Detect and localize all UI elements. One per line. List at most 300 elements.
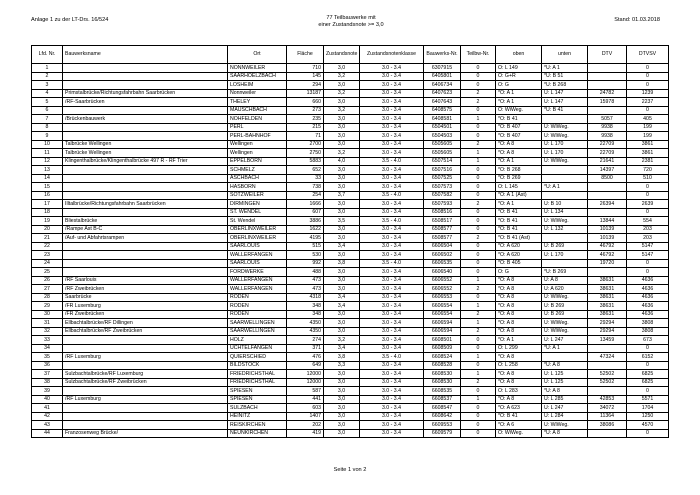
table-cell: 3.0 - 3.4	[360, 327, 424, 336]
table-cell: 510	[627, 174, 669, 183]
table-cell: 0	[461, 217, 496, 226]
table-cell: 19	[32, 217, 63, 226]
table-cell: U: WiWeg.	[542, 327, 588, 336]
table-cell: 2	[461, 140, 496, 149]
table-cell: 660	[287, 98, 324, 107]
table-cell: U: B 269	[542, 242, 588, 251]
table-cell: 0	[627, 106, 669, 115]
table-cell: *O: A 8	[496, 310, 542, 319]
table-cell: 6505605	[424, 149, 461, 158]
table-cell	[588, 64, 627, 73]
table-cell: 5147	[627, 251, 669, 260]
table-cell: 3,0	[324, 166, 360, 175]
table-cell: 0	[627, 191, 669, 200]
table-cell: FRIEDRICHSTHAL	[228, 378, 287, 387]
table-cell	[588, 429, 627, 438]
table-cell: 29294	[588, 319, 627, 328]
table-cell: 3,0	[324, 98, 360, 107]
table-cell: 0	[461, 344, 496, 353]
table-cell: OBERLINXWEILER	[228, 225, 287, 234]
table-cell: 3.0 - 3.4	[360, 81, 424, 90]
table-cell: 0	[461, 174, 496, 183]
table-cell: 6507573	[424, 183, 461, 192]
table-cell: 603	[287, 404, 324, 413]
table-cell: 215	[287, 123, 324, 132]
table-row	[32, 336, 669, 345]
table-cell: 0	[627, 344, 669, 353]
table-cell: WALLERFANGEN	[228, 285, 287, 294]
column-header: DTVSV	[627, 46, 669, 64]
table-cell	[63, 106, 228, 115]
table-cell: 6508577	[424, 234, 461, 243]
table-cell: SAARLOUIS	[228, 259, 287, 268]
table-cell: 2	[461, 98, 496, 107]
table-cell: 673	[627, 336, 669, 345]
table-cell: U: L 125	[542, 378, 588, 387]
table-cell: Illtalbrücke/Richtungsfahrbahn Saarbrücken	[63, 200, 228, 209]
table-cell: 3,0	[324, 421, 360, 430]
table-cell: DIRMINGEN	[228, 200, 287, 209]
table-cell: 8500	[588, 174, 627, 183]
column-header: Lfd. Nr.	[32, 46, 63, 64]
table-cell: 3.0 - 3.4	[360, 387, 424, 396]
table-cell: 46792	[588, 251, 627, 260]
column-header: Bauwerksname	[63, 46, 228, 64]
table-cell: 3,0	[324, 200, 360, 209]
table-cell: 992	[287, 259, 324, 268]
table-cell: Franzosenweg Brücke/	[63, 429, 228, 438]
table-cell	[63, 344, 228, 353]
table-cell	[588, 344, 627, 353]
table-cell: Bliestalbrücke	[63, 217, 228, 226]
table-cell	[63, 81, 228, 90]
table-cell: 3.0 - 3.4	[360, 89, 424, 98]
table-cell: 3.0 - 3.4	[360, 225, 424, 234]
table-cell	[588, 361, 627, 370]
table-cell: 3.0 - 3.4	[360, 404, 424, 413]
table-cell: 3,0	[324, 404, 360, 413]
table-cell: 203	[627, 225, 669, 234]
table-cell: *O: A 1	[496, 89, 542, 98]
table-cell: 2381	[627, 157, 669, 166]
bridge-table	[31, 45, 669, 438]
table-cell: 3.0 - 3.4	[360, 293, 424, 302]
table-cell: 720	[627, 166, 669, 175]
status-date: Stand: 01.03.2018	[614, 17, 660, 23]
table-cell: 6609553	[424, 421, 461, 430]
table-cell: *U: A 1	[542, 64, 588, 73]
table-cell: 3,3	[324, 361, 360, 370]
table-cell: 3,2	[324, 106, 360, 115]
table-row	[32, 191, 669, 200]
table-cell: QUIERSCHIED	[228, 353, 287, 362]
table-cell: 6407623	[424, 89, 461, 98]
table-cell: 3,0	[324, 123, 360, 132]
table-cell: 43	[32, 421, 63, 430]
table-cell: 3,2	[324, 149, 360, 158]
table-row	[32, 429, 669, 438]
table-cell: 473	[287, 276, 324, 285]
column-header: Ort	[228, 46, 287, 64]
table-cell: 6608509	[424, 344, 461, 353]
table-cell: *U: B 41	[542, 106, 588, 115]
table-cell: U: WiWeg.	[542, 421, 588, 430]
table-cell: 11364	[588, 412, 627, 421]
table-cell: /RF Luxemburg	[63, 395, 228, 404]
table-cell: Ellbachtalbrücke/RF Dillingen	[63, 319, 228, 328]
table-cell: SPIESEN	[228, 395, 287, 404]
table-row	[32, 106, 669, 115]
table-row	[32, 327, 669, 336]
table-cell	[63, 123, 228, 132]
table-cell: 0	[627, 72, 669, 81]
table-cell: 6606504	[424, 242, 461, 251]
table-cell: 2	[461, 89, 496, 98]
table-cell: 2	[461, 234, 496, 243]
table-cell: 26	[32, 276, 63, 285]
table-cell: 5	[32, 98, 63, 107]
table-cell: *O: A 623	[496, 404, 542, 413]
table-cell: 3,4	[324, 344, 360, 353]
table-cell: 12	[32, 157, 63, 166]
table-cell: O: G	[496, 81, 542, 90]
table-cell: 3,0	[324, 268, 360, 277]
table-cell: 4636	[627, 285, 669, 294]
table-cell: U: B 269	[542, 302, 588, 311]
table-cell: 37	[32, 370, 63, 379]
table-cell	[588, 387, 627, 396]
table-row	[32, 404, 669, 413]
table-row	[32, 72, 669, 81]
table-cell: 3.5 - 4.0	[360, 259, 424, 268]
table-cell: O: L 258	[496, 361, 542, 370]
table-cell: 2	[461, 378, 496, 387]
table-cell: SCHMELZ	[228, 166, 287, 175]
table-cell: *O: A 620	[496, 242, 542, 251]
table-cell: *U: A 8	[542, 387, 588, 396]
table-cell: 6406734	[424, 81, 461, 90]
table-cell: 6505605	[424, 140, 461, 149]
table-cell: /RF-Saarbrücken	[63, 98, 228, 107]
table-cell: 6408581	[424, 115, 461, 124]
table-cell: 6608547	[424, 404, 461, 413]
table-cell: *U: A 1	[542, 183, 588, 192]
table-cell: *O: B 41	[496, 225, 542, 234]
table-cell: 4195	[287, 234, 324, 243]
table-cell: 3,8	[324, 259, 360, 268]
table-cell	[63, 361, 228, 370]
table-cell: 21	[32, 234, 63, 243]
table-cell: 0	[461, 106, 496, 115]
table-cell: *O: A 8	[496, 378, 542, 387]
table-row	[32, 361, 669, 370]
table-cell: SAARWELLINGEN	[228, 327, 287, 336]
table-cell: 0	[461, 208, 496, 217]
column-header: Bauwerks-Nr.	[424, 46, 461, 64]
table-cell: 20	[32, 225, 63, 234]
table-row	[32, 132, 669, 141]
table-cell: 6504501	[424, 123, 461, 132]
table-cell: *U: A 8	[542, 361, 588, 370]
table-row	[32, 302, 669, 311]
table-cell: 3,0	[324, 327, 360, 336]
table-cell	[63, 166, 228, 175]
table-cell: 710	[287, 64, 324, 73]
table-cell: 254	[287, 191, 324, 200]
table-cell: *O: A 8	[496, 327, 542, 336]
table-cell: *O: B 405	[496, 259, 542, 268]
table-row	[32, 421, 669, 430]
table-cell: WALLERFANGEN	[228, 251, 287, 260]
table-cell: 38631	[588, 285, 627, 294]
table-cell	[63, 259, 228, 268]
table-cell: 0	[461, 81, 496, 90]
table-cell: 0	[461, 429, 496, 438]
table-cell: 6825	[627, 378, 669, 387]
table-cell: O: G	[496, 268, 542, 277]
table-cell: U: B 269	[542, 310, 588, 319]
document-title	[296, 15, 406, 29]
column-header: unten	[542, 46, 588, 64]
table-cell: 0	[627, 361, 669, 370]
table-cell: 24	[32, 259, 63, 268]
table-cell	[63, 336, 228, 345]
table-cell: *O: B 41	[496, 208, 542, 217]
table-cell: 6508517	[424, 217, 461, 226]
table-cell: 473	[287, 285, 324, 294]
table-row	[32, 140, 669, 149]
table-cell: 3,0	[324, 276, 360, 285]
table-cell: 4,0	[324, 157, 360, 166]
table-cell	[542, 191, 588, 200]
table-cell: *O: A 8	[496, 395, 542, 404]
table-cell: 0	[461, 72, 496, 81]
table-cell: 6606594	[424, 327, 461, 336]
table-cell: HASBORN	[228, 183, 287, 192]
table-cell: 0	[461, 268, 496, 277]
table-cell: 3,0	[324, 395, 360, 404]
table-cell: Klingenthalbrücke/Klingenthalbrücke 497 R - RF Trier	[63, 157, 228, 166]
table-cell: 3,0	[324, 285, 360, 294]
table-cell	[588, 208, 627, 217]
table-cell: 3.0 - 3.4	[360, 98, 424, 107]
table-cell: 3,0	[324, 319, 360, 328]
table-cell: SAARLOUIS	[228, 242, 287, 251]
table-cell: 16	[32, 191, 63, 200]
table-cell: 1	[461, 115, 496, 124]
table-cell: 405	[627, 115, 669, 124]
table-cell: LOSHEIM	[228, 81, 287, 90]
table-cell: 3,4	[324, 293, 360, 302]
table-cell: 6504503	[424, 132, 461, 141]
table-cell	[63, 242, 228, 251]
table-cell: 1	[461, 319, 496, 328]
table-cell: 6606502	[424, 251, 461, 260]
table-cell: 607	[287, 208, 324, 217]
table-cell	[63, 191, 228, 200]
table-cell: SULZBACH	[228, 404, 287, 413]
table-cell: 1666	[287, 200, 324, 209]
table-cell: 3.0 - 3.4	[360, 344, 424, 353]
table-cell: 3.0 - 3.4	[360, 208, 424, 217]
table-cell: 3,0	[324, 64, 360, 73]
table-cell: 14397	[588, 166, 627, 175]
table-cell: *O: A 1	[496, 157, 542, 166]
table-cell: 7	[32, 115, 63, 124]
table-cell: 3,2	[324, 89, 360, 98]
table-cell: 1250	[627, 412, 669, 421]
table-row	[32, 310, 669, 319]
table-cell: 649	[287, 361, 324, 370]
table-cell: 27	[32, 285, 63, 294]
table-cell: 1	[461, 302, 496, 311]
table-cell: 21641	[588, 157, 627, 166]
table-cell: 13459	[588, 336, 627, 345]
table-cell: 24782	[588, 89, 627, 98]
table-cell: 6606553	[424, 293, 461, 302]
table-cell: 2750	[287, 149, 324, 158]
table-cell: 202	[287, 421, 324, 430]
table-cell: 38631	[588, 302, 627, 311]
table-cell: EPPELBORN	[228, 157, 287, 166]
table-row	[32, 64, 669, 73]
table-cell: 235	[287, 115, 324, 124]
table-cell: 6606540	[424, 268, 461, 277]
table-cell: 6609579	[424, 429, 461, 438]
table-cell: 12000	[287, 370, 324, 379]
table-cell: 0	[627, 64, 669, 73]
table-cell	[588, 268, 627, 277]
table-cell: 3.0 - 3.4	[360, 378, 424, 387]
table-cell	[542, 174, 588, 183]
table-cell: 488	[287, 268, 324, 277]
table-cell: 3,0	[324, 81, 360, 90]
table-row	[32, 183, 669, 192]
table-cell: U: WiWeg.	[542, 217, 588, 226]
table-cell: O: WiWeg.	[496, 429, 542, 438]
table-cell: *O: A 8	[496, 276, 542, 285]
table-cell: 52502	[588, 370, 627, 379]
table-cell: 14	[32, 174, 63, 183]
table-cell: FRIEDRICHSTHAL	[228, 370, 287, 379]
table-cell: 587	[287, 387, 324, 396]
table-cell: *O: B 41	[496, 217, 542, 226]
table-cell: U: WiWeg.	[542, 157, 588, 166]
column-header: DTV	[588, 46, 627, 64]
table-cell: SAARWELLINGEN	[228, 319, 287, 328]
table-cell: OBERLINXWEILER	[228, 234, 287, 243]
table-cell	[63, 251, 228, 260]
table-cell: ST. WENDEL	[228, 208, 287, 217]
table-cell: /Rampe Ast B-C	[63, 225, 228, 234]
table-cell: U: L 147	[542, 89, 588, 98]
table-cell: U: L 247	[542, 404, 588, 413]
table-cell: 3.5 - 4.0	[360, 191, 424, 200]
table-cell: 3,2	[324, 72, 360, 81]
table-cell: 0	[627, 259, 669, 268]
attachment-label: Anlage 1 zu der LT-Drs. 16/524	[31, 17, 109, 23]
table-row	[32, 276, 669, 285]
table-cell: 3808	[627, 319, 669, 328]
table-cell: 3.0 - 3.4	[360, 140, 424, 149]
table-cell: U: L 284	[542, 412, 588, 421]
table-cell: 199	[627, 132, 669, 141]
table-cell: 2	[32, 72, 63, 81]
table-cell: 0	[461, 404, 496, 413]
table-cell: 13	[32, 166, 63, 175]
table-cell: 40	[32, 395, 63, 404]
table-cell: 6606535	[424, 259, 461, 268]
table-cell: 3.5 - 4.0	[360, 217, 424, 226]
table-cell: Saarbrücke	[63, 293, 228, 302]
column-header: Zustandsnote	[324, 46, 360, 64]
table-cell: 6608530	[424, 370, 461, 379]
table-cell: U: L 170	[542, 149, 588, 158]
table-cell: 5147	[627, 242, 669, 251]
table-cell: 4318	[287, 293, 324, 302]
table-cell: 6608528	[424, 361, 461, 370]
table-cell: 1407	[287, 412, 324, 421]
table-cell	[63, 404, 228, 413]
table-cell: 2237	[627, 98, 669, 107]
table-cell: 4350	[287, 327, 324, 336]
table-cell: 4636	[627, 293, 669, 302]
table-cell: THELEY	[228, 98, 287, 107]
table-cell: 0	[461, 336, 496, 345]
table-cell: 6608524	[424, 353, 461, 362]
table-cell: 2	[461, 285, 496, 294]
table-cell: 35	[32, 353, 63, 362]
table-cell	[588, 183, 627, 192]
table-cell: Talbrücke Wellingen	[63, 140, 228, 149]
table-cell: MAUSCHBACH	[228, 106, 287, 115]
table-cell: 0	[461, 166, 496, 175]
column-header: Teilbw-Nr.	[461, 46, 496, 64]
table-cell: 17	[32, 200, 63, 209]
table-cell: *O: B 41	[496, 412, 542, 421]
table-cell: 3.0 - 3.4	[360, 302, 424, 311]
table-cell: 6608530	[424, 378, 461, 387]
table-cell: 3,0	[324, 225, 360, 234]
table-cell: SAARHOELZBACH	[228, 72, 287, 81]
table-cell	[63, 132, 228, 141]
table-cell: U: A 620	[542, 285, 588, 294]
table-cell: 10	[32, 140, 63, 149]
table-cell: PERL	[228, 123, 287, 132]
table-cell: 6608501	[424, 336, 461, 345]
table-cell: Wellingen	[228, 149, 287, 158]
table-cell: 515	[287, 242, 324, 251]
table-cell: 8	[32, 123, 63, 132]
table-row	[32, 225, 669, 234]
table-cell: 554	[627, 217, 669, 226]
table-cell: 9938	[588, 132, 627, 141]
table-cell: 36	[32, 361, 63, 370]
table-cell: 38086	[588, 421, 627, 430]
table-cell: 3.0 - 3.4	[360, 132, 424, 141]
table-cell: 44	[32, 429, 63, 438]
table-cell: 5883	[287, 157, 324, 166]
table-cell: *O: A 8	[496, 293, 542, 302]
table-cell: Talbrücke Wellingen	[63, 149, 228, 158]
table-cell: 3,0	[324, 387, 360, 396]
table-cell: 6608535	[424, 387, 461, 396]
table-cell: 0	[461, 387, 496, 396]
table-cell: 1	[461, 353, 496, 362]
table-cell: 11	[32, 149, 63, 158]
table-cell	[542, 259, 588, 268]
table-cell: 371	[287, 344, 324, 353]
